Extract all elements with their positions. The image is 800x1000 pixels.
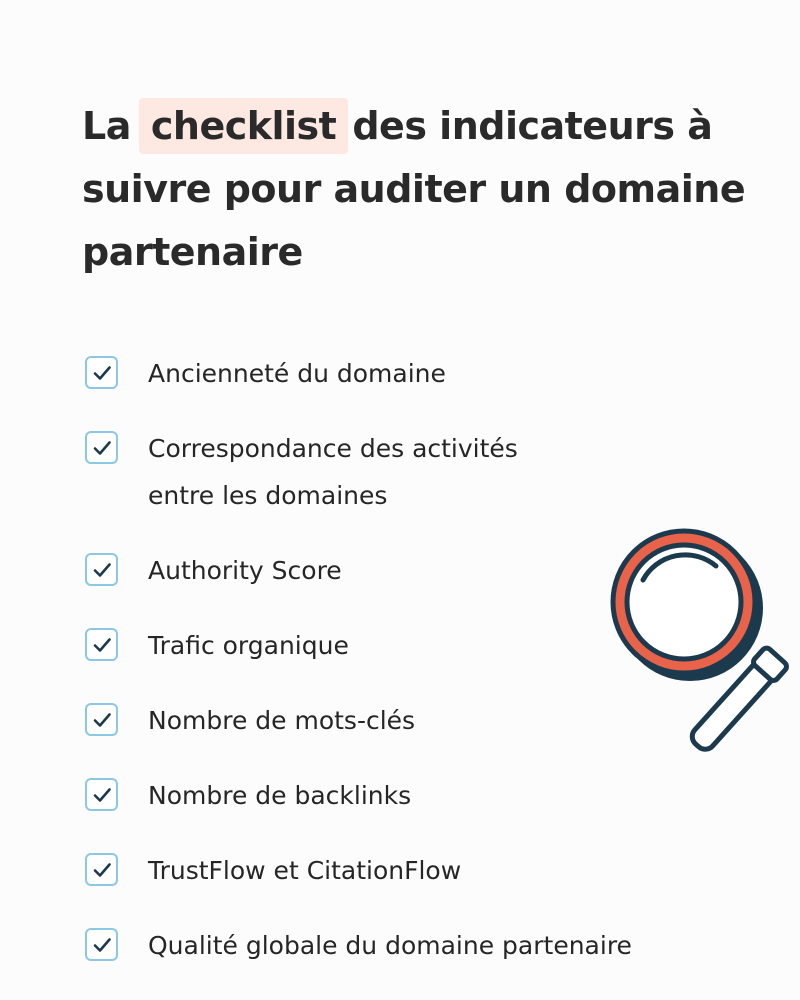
checkmark-icon xyxy=(92,560,112,580)
checkbox[interactable] xyxy=(85,778,118,811)
checklist-item xyxy=(85,772,745,819)
checkbox[interactable] xyxy=(85,928,118,961)
checkmark-icon xyxy=(92,860,112,880)
checkbox[interactable] xyxy=(85,703,118,736)
checkbox[interactable] xyxy=(85,356,118,389)
checkmark-icon xyxy=(92,785,112,805)
checklist-item-label: Correspondance des activités entre les domaines xyxy=(148,434,518,510)
checkmark-icon xyxy=(92,363,112,383)
checkmark-icon xyxy=(92,710,112,730)
checkbox[interactable] xyxy=(85,431,118,464)
magnifying-glass-icon xyxy=(600,528,800,758)
checklist-item xyxy=(85,350,745,397)
checkmark-icon xyxy=(92,635,112,655)
title-start: La xyxy=(82,104,131,148)
checklist-item xyxy=(85,847,745,894)
checklist-item-label: Authority Score xyxy=(148,556,342,585)
page-title xyxy=(82,95,762,284)
checkmark-icon xyxy=(92,438,112,458)
checklist-item-label: Qualité globale du domaine partenaire xyxy=(148,931,632,960)
checklist-item xyxy=(85,425,745,519)
checkbox[interactable] xyxy=(85,553,118,586)
checkmark-icon xyxy=(92,935,112,955)
title-end: des indicateurs à suivre pour auditer un domaine partenaire xyxy=(82,104,746,274)
checklist-item-label: Ancienneté du domaine xyxy=(148,359,446,388)
checklist-item xyxy=(85,922,745,969)
checklist-item-label: Nombre de backlinks xyxy=(148,781,412,810)
checkbox[interactable] xyxy=(85,628,118,661)
checklist-item-label: Trafic organique xyxy=(148,631,349,660)
title-highlight: checklist xyxy=(139,98,348,154)
checkbox[interactable] xyxy=(85,853,118,886)
checklist-item-label: Nombre de mots-clés xyxy=(148,706,416,735)
checklist-item-label: TrustFlow et CitationFlow xyxy=(148,856,462,885)
